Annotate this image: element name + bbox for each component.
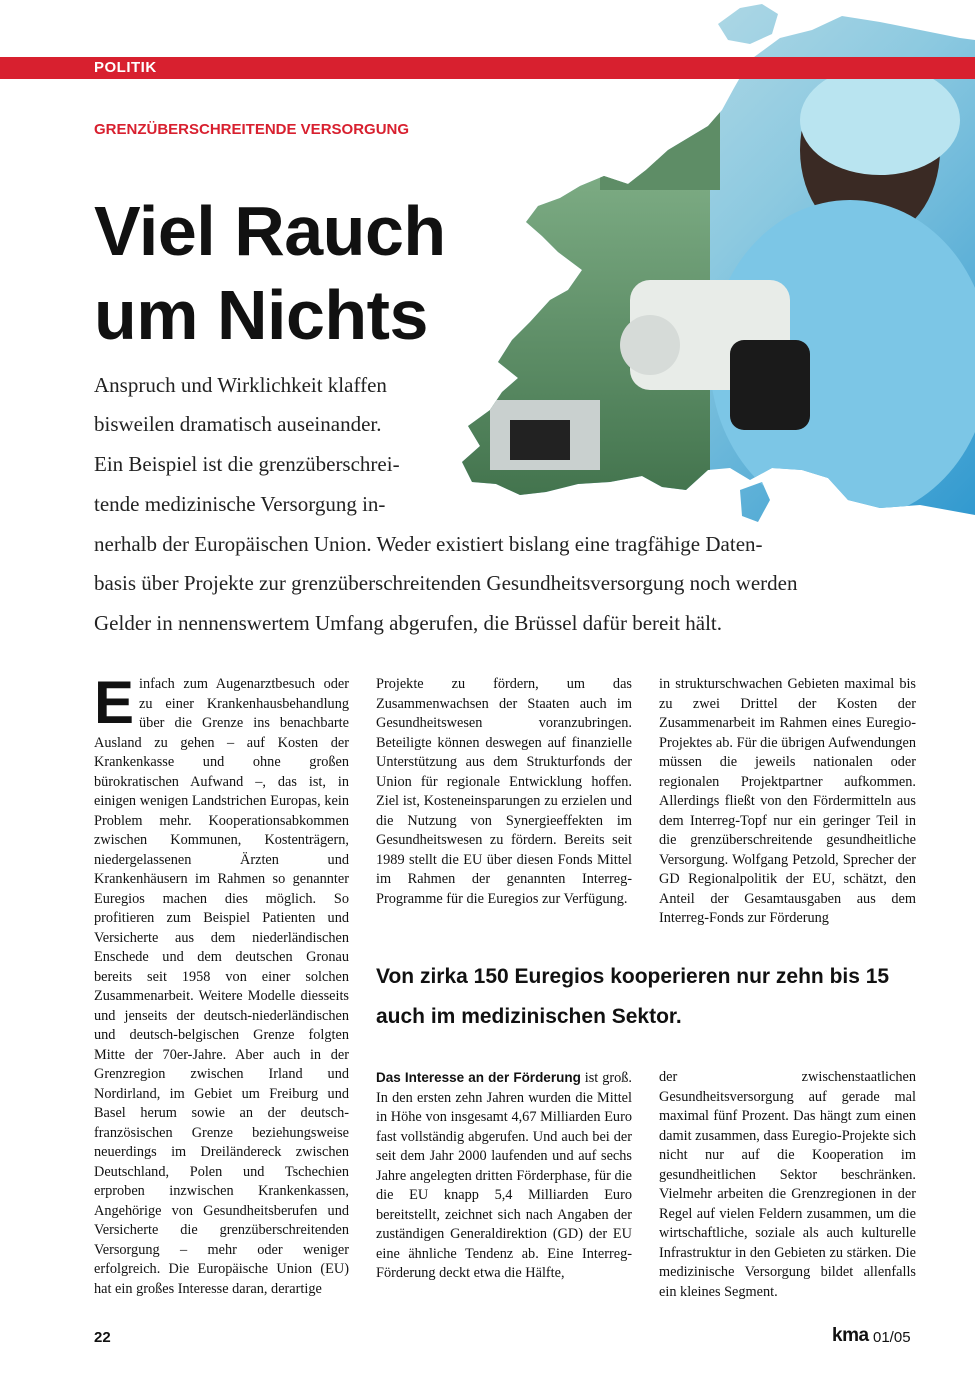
section-label: POLITIK [94,59,157,76]
lead-line: Anspruch und Wirklichkeit klaffen [94,373,387,397]
column-1-text: infach zum Augenarztbesuch oder zu einer Krankenhausbehandlung über die Grenze ins benachbarte Ausland zu gehen – auf Kosten der Krankenkasse und ohne großen bürokratischen Aufwand –, das ist, in einigen wenigen Landstrichen Europas, kein Problem mehr. Kooperationsabkommen zwischen Kommunen, Kostenträgern, niedergelassenen Ärzten und Krankenhäusern im Rahmen so genannter Euregios machen dies möglich. So profitieren zum Beispiel Patienten und Versicherte aus dem niederländischen Enschede und dem deutschen Gronau bereits seit 1958 von einer solchen Zusammenarbeit. Weitere Modelle diesseits und jenseits der deutsch-niederländischen und deutsch-belgischen Grenze folgten Mitte der 70er-Jahre. Aber auch in der Grenzregion zwischen Irland und Nordirland, im Gebiet um Freiburg und Basel herum sowie an der deutsch-französischen Grenze beziehungsweise neuerdings im Dreiländereck zwischen Deutschland, Polen und Tschechien erproben inzwischen Krankenkassen, Angehörige von Gesundheitsberufen und Versicherte die grenzüberschreitenden Versorgung – mehr oder weniger erfolgreich. Die Europäische Union (EU) hat ein großes Interesse daran, derartige [94,676,349,1297]
column-2-lower-text: ist groß. In den ersten zehn Jahren wurden die Mittel in Höhe von insgesamt 4,67 Milliarden Euro fast vollständig abgerufen. Und auch bei der seit dem Jahr 2000 laufenden und auf sechs Jahre angelegten dritten Förderphase, für die die EU knapp 5,4 Milliarden Euro bereitstellt, zeichnet sich nach Angaben der zuständigen Generaldirektion (GD) der EU eine ähnliche Tendenz ab. Eine Interreg-Förderung deckt etwa die Hälfte, [376,1070,632,1281]
lead-line: nerhalb der Europäischen Union. Weder existiert bislang eine tragfähige Daten- [94,532,763,556]
magazine-logo: kma [832,1325,869,1346]
lead-line: tende medizinische Versorgung in- [94,492,386,516]
lead-line: Gelder in nennenswertem Umfang abgerufen, die Brüssel dafür bereit hält. [94,611,723,635]
page-number: 22 [94,1329,111,1346]
lead-line: basis über Projekte zur grenzüberschreitenden Gesundheitsversorgung noch werden [94,571,798,595]
lead-line: Ein Beispiel ist die grenzüberschrei- [94,452,400,476]
column-3-text: in strukturschwachen Gebieten maximal bis zu zwei Drittel der Kosten der Zusammenarbeit im Rahmen eines Euregio-Projektes ab. Für die übrigen Aufwendungen müssen die jeweils nationalen oder regionalen Projektpartner aufkommen. Allerdings fließt von den Fördermitteln aus dem Interreg-Topf nur ein geringer Teil in die grenzüberschreitende gesundheitliche Versorgung. Wolfgang Petzold, Sprecher der GD Regionalpolitik der EU, schätzt, den Anteil der Gesamtausgaben aus dem Interreg-Fonds zur Förderung [659,676,916,926]
drop-cap: E [94,669,135,736]
article-column-3 [659,675,916,929]
article-column-2-lower [376,1068,632,1284]
issue-number: 01/05 [873,1329,911,1346]
lead-line: bisweilen dramatisch auseinander. [94,412,382,436]
run-in-heading: Das Interesse an der Förderung [376,1070,581,1085]
kicker: GRENZÜBERSCHREITENDE VERSORGUNG [94,121,410,138]
headline-line-1: Viel Rauch [94,192,446,270]
pull-quote: Von zirka 150 Euregios kooperieren nur zehn bis 15 auch im medizinischen Sektor. [376,965,890,1028]
article-column-2 [376,675,632,909]
article-column-1 [94,669,349,1299]
article-column-3-lower [659,1068,916,1302]
column-2-text: Projekte zu fördern, um das Zusammenwachsen der Staaten auch im Gesundheitswesen voranzubringen. Beteiligte können deswegen auf finanzielle Unterstützung aus dem Strukturfonds der Union für regionale Entwicklung hoffen. Ziel ist, Kosteneinsparungen zu erzielen und die Nutzung von Synergieeffekten im Gesundheitswesen zu fördern. Bereits seit 1989 stellt die EU über diesen Fonds Mittel im Rahmen der genannten Interreg-Programme für die Euregios zur Verfügung. [376,676,632,907]
column-3-lower-text: der zwischenstaatlichen Gesundheitsversorgung auf gerade mal maximal fünf Prozent. Das hängt zum einen damit zusammen, dass Euregio-Projekte sich nicht nur auf die Kooperation im gesundheitlichen Sektor beschränken. Vielmehr arbeiten die Grenzregionen in der Regel auf vielen Feldern zusammen, um die wirtschaftliche, soziale als auch kulturelle Infrastruktur in den Gebieten zu stärken. Die medizinische Versorgung bildet allenfalls ein kleines Segment. [659,1069,916,1300]
europe-map-photo [450,0,975,530]
headline-line-2: um Nichts [94,276,428,354]
